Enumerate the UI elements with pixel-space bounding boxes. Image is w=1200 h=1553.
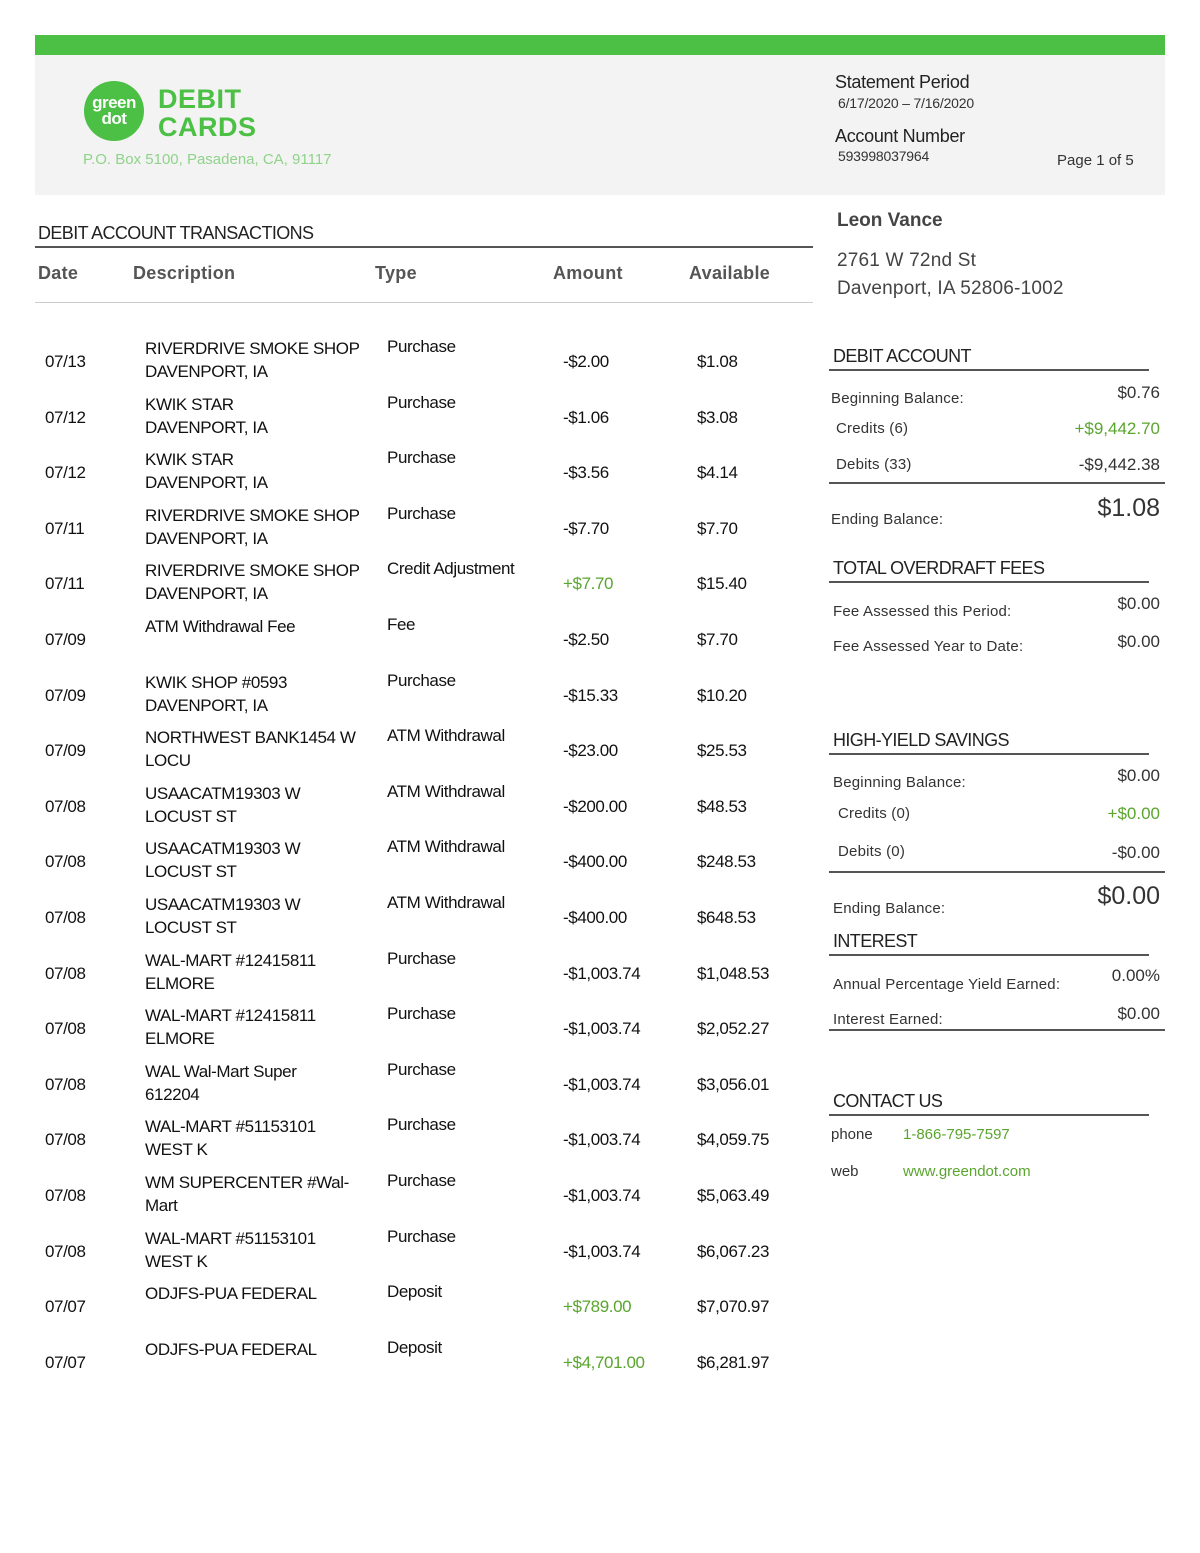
debit-account-rule: [829, 369, 1149, 371]
transaction-date: 07/07: [45, 1352, 86, 1372]
transaction-amount: -$1,003.74: [563, 1074, 641, 1094]
description-line-2: LOCU: [145, 751, 191, 771]
transaction-type: Purchase: [387, 948, 456, 968]
description-line-1: USAACATM19303 W: [145, 895, 301, 914]
savings-title: HIGH-YIELD SAVINGS: [833, 730, 1009, 750]
fee-ytd-value: $0.00: [1117, 632, 1160, 651]
transaction-description: [145, 393, 370, 439]
table-row: [35, 1338, 815, 1393]
customer-name: Leon Vance: [837, 210, 943, 231]
transaction-amount: +$7.70: [563, 574, 614, 594]
description-line-1: ODJFS-PUA FEDERAL: [145, 1339, 317, 1359]
description-line-2: ELMORE: [145, 1029, 215, 1049]
statement-header: [35, 55, 1165, 195]
transaction-description: [145, 837, 370, 883]
transaction-amount: -$23.00: [563, 741, 618, 761]
description-line-1: WAL-MART #12415811: [145, 1006, 316, 1026]
transaction-amount: -$1,003.74: [563, 1186, 641, 1205]
description-line-2: Mart: [145, 1196, 178, 1215]
description-line-1: RIVERDRIVE SMOKE SHOP: [145, 561, 360, 581]
debit-ending-label: Ending Balance:: [831, 511, 944, 528]
savings-beginning-label: Beginning Balance:: [833, 774, 966, 791]
transaction-date: 07/12: [45, 463, 86, 483]
transaction-amount: -$1,003.74: [563, 963, 641, 983]
header-accent-bar: [35, 35, 1165, 55]
transaction-type: ATM Withdrawal: [387, 781, 505, 801]
table-row: [35, 615, 815, 670]
column-header-available: Available: [689, 263, 771, 283]
debit-beginning-label: Beginning Balance:: [831, 390, 964, 407]
transaction-available: $4,059.75: [697, 1130, 770, 1150]
transaction-available: $7,070.97: [697, 1297, 770, 1317]
description-line-2: DAVENPORT, IA: [145, 584, 268, 604]
transaction-amount: -$15.33: [563, 685, 618, 705]
table-row: [35, 837, 815, 892]
debit-debits-value: -$9,442.38: [1078, 455, 1160, 474]
contact-rule: [829, 1114, 1149, 1116]
transaction-type: Deposit: [387, 1337, 442, 1357]
statement-period-value: 6/17/2020 – 7/16/2020: [838, 95, 974, 111]
description-line-1: NORTHWEST BANK1454 W: [145, 728, 356, 748]
description-line-1: KWIK STAR: [145, 394, 234, 414]
transaction-date: 07/09: [45, 630, 86, 649]
table-row: [35, 726, 815, 781]
savings-debits-label: Debits (0): [838, 843, 906, 860]
table-row: [35, 337, 815, 392]
interest-title: INTEREST: [833, 931, 918, 951]
transaction-type: Credit Adjustment: [387, 559, 515, 579]
description-line-2: DAVENPORT, IA: [145, 473, 268, 493]
table-row: [35, 949, 815, 1004]
transaction-description: [145, 1004, 370, 1050]
phone-label: phone: [831, 1126, 873, 1143]
overdraft-rule: [829, 581, 1149, 583]
column-header-date: Date: [38, 263, 79, 283]
table-row: [35, 1115, 815, 1170]
transaction-available: $1.08: [697, 352, 738, 371]
brand-title: [158, 85, 257, 141]
header-rule: [35, 302, 813, 303]
transaction-available: $25.53: [697, 741, 747, 761]
transaction-available: $3.08: [697, 407, 738, 427]
savings-beginning-value: $0.00: [1117, 766, 1160, 785]
description-line-2: DAVENPORT, IA: [145, 417, 268, 437]
transaction-type: Purchase: [387, 448, 456, 468]
transaction-available: $3,056.01: [697, 1074, 770, 1094]
transaction-available: $48.53: [697, 796, 747, 816]
transaction-amount: -$200.00: [563, 796, 627, 816]
table-row: [35, 1227, 815, 1282]
description-line-1: ODJFS-PUA FEDERAL: [145, 1284, 317, 1304]
transaction-amount: -$1,003.74: [563, 1130, 641, 1150]
transaction-date: 07/11: [45, 518, 85, 538]
transaction-date: 07/08: [45, 1241, 86, 1261]
transaction-type: ATM Withdrawal: [387, 837, 505, 857]
description-line-2: DAVENPORT, IA: [145, 695, 268, 715]
transaction-description: [145, 949, 370, 995]
transaction-type: Purchase: [387, 1115, 456, 1135]
transaction-type: Purchase: [387, 1004, 456, 1024]
transaction-description: [145, 337, 370, 383]
transaction-description: [145, 1227, 370, 1273]
table-row: [35, 393, 815, 448]
transaction-date: 07/07: [45, 1297, 86, 1317]
table-row: [35, 1004, 815, 1059]
transaction-type: Purchase: [387, 1059, 456, 1079]
statement-period-label: Statement Period: [835, 72, 970, 92]
transaction-description: [145, 1171, 370, 1217]
description-line-1: RIVERDRIVE SMOKE SHOP: [145, 505, 360, 525]
transaction-date: 07/09: [45, 685, 86, 705]
description-line-1: KWIK STAR: [145, 450, 234, 470]
table-row: [35, 448, 815, 503]
description-line-2: LOCUST ST: [145, 918, 237, 937]
interest-rule: [829, 954, 1149, 956]
description-line-1: WM SUPERCENTER #Wal-: [145, 1173, 349, 1192]
transaction-date: 07/12: [45, 407, 86, 427]
transaction-type: Purchase: [387, 670, 456, 690]
transaction-description: [145, 448, 370, 494]
transaction-date: 07/08: [45, 852, 86, 872]
customer-address-line-2: Davenport, IA 52806-1002: [837, 278, 1064, 299]
savings-credits-value: +$0.00: [1107, 804, 1160, 823]
description-line-1: USAACATM19303 W: [145, 783, 301, 803]
description-line-2: WEST K: [145, 1140, 208, 1160]
brand-title-line-1: DEBIT: [158, 84, 242, 114]
transaction-amount: -$1.06: [563, 407, 609, 427]
transaction-description: [145, 615, 370, 638]
interest-earned-value: $0.00: [1117, 1004, 1160, 1023]
transaction-description: [145, 504, 370, 550]
interest-bottom-rule: [829, 1029, 1165, 1031]
debit-account-title: DEBIT ACCOUNT: [833, 346, 971, 366]
transaction-type: Deposit: [387, 1282, 442, 1302]
transaction-description: [145, 1060, 370, 1106]
transaction-available: $5,063.49: [697, 1186, 770, 1205]
description-line-1: USAACATM19303 W: [145, 839, 301, 859]
description-line-2: LOCUST ST: [145, 806, 237, 826]
transaction-description: [145, 782, 370, 828]
transaction-available: $6,067.23: [697, 1241, 770, 1261]
debit-debits-label: Debits (33): [836, 456, 912, 473]
column-header-description: Description: [133, 263, 236, 283]
logo-line-2: dot: [101, 109, 127, 128]
interest-earned-label: Interest Earned:: [833, 1011, 943, 1028]
phone-number[interactable]: 1-866-795-7597: [903, 1126, 1010, 1143]
transaction-amount: -$7.70: [563, 518, 609, 538]
transaction-amount: -$400.00: [563, 908, 627, 927]
company-address: P.O. Box 5100, Pasadena, CA, 91117: [83, 151, 332, 168]
green-dot-logo: [84, 81, 144, 141]
description-line-2: 612204: [145, 1084, 200, 1104]
account-number-value: 593998037964: [838, 148, 930, 164]
transaction-date: 07/11: [45, 574, 85, 594]
web-label: web: [831, 1163, 859, 1180]
transaction-date: 07/08: [45, 1074, 86, 1094]
transaction-description: [145, 1338, 370, 1361]
page-indicator: Page 1 of 5: [1057, 152, 1134, 169]
transaction-type: Fee: [387, 615, 416, 634]
brand-title-line-2: CARDS: [158, 112, 257, 142]
transaction-description: [145, 893, 370, 939]
savings-debits-value: -$0.00: [1111, 843, 1160, 862]
transaction-description: [145, 671, 370, 717]
column-header-type: Type: [375, 263, 417, 283]
description-line-1: WAL-MART #51153101: [145, 1117, 316, 1137]
transaction-amount: +$4,701.00: [563, 1352, 645, 1372]
debit-credits-label: Credits (6): [836, 420, 909, 437]
logo-line-1: green: [92, 93, 136, 112]
column-header-amount: Amount: [553, 263, 623, 283]
transaction-date: 07/13: [45, 352, 86, 371]
table-row: [35, 504, 815, 559]
transaction-date: 07/08: [45, 1019, 86, 1039]
transaction-description: [145, 559, 370, 605]
transaction-date: 07/08: [45, 908, 86, 927]
transaction-description: [145, 1282, 370, 1305]
transaction-type: Purchase: [387, 1226, 456, 1246]
transaction-available: $10.20: [697, 685, 747, 705]
account-number-label: Account Number: [835, 126, 965, 146]
description-line-2: ELMORE: [145, 973, 215, 993]
table-row: [35, 559, 815, 614]
transaction-available: $15.40: [697, 574, 747, 594]
transaction-type: Purchase: [387, 392, 456, 412]
fee-ytd-label: Fee Assessed Year to Date:: [833, 638, 1024, 655]
debit-credits-value: +$9,442.70: [1074, 419, 1160, 438]
description-line-1: KWIK SHOP #0593: [145, 672, 288, 692]
table-row: [35, 1282, 815, 1337]
debit-ending-rule: [829, 482, 1165, 484]
table-row: [35, 1060, 815, 1115]
transaction-date: 07/08: [45, 963, 86, 983]
overdraft-title: TOTAL OVERDRAFT FEES: [833, 558, 1045, 578]
transaction-amount: -$3.56: [563, 463, 609, 483]
fee-period-label: Fee Assessed this Period:: [833, 603, 1012, 620]
savings-rule: [829, 753, 1149, 755]
description-line-2: DAVENPORT, IA: [145, 528, 268, 548]
savings-credits-label: Credits (0): [838, 805, 911, 822]
transaction-amount: +$789.00: [563, 1297, 632, 1317]
table-row: [35, 782, 815, 837]
transaction-amount: -$2.50: [563, 630, 609, 649]
description-line-1: WAL-MART #12415811: [145, 950, 316, 970]
table-row: [35, 1171, 815, 1226]
transaction-type: ATM Withdrawal: [387, 893, 505, 912]
table-row: [35, 671, 815, 726]
transaction-date: 07/09: [45, 741, 86, 761]
transaction-date: 07/08: [45, 796, 86, 816]
transaction-type: Purchase: [387, 503, 456, 523]
transaction-amount: -$1,003.74: [563, 1019, 641, 1039]
transaction-available: $6,281.97: [697, 1352, 770, 1372]
table-row: [35, 893, 815, 948]
description-line-1: RIVERDRIVE SMOKE SHOP: [145, 339, 360, 358]
customer-address-line-1: 2761 W 72nd St: [837, 250, 977, 271]
transaction-description: [145, 726, 370, 772]
description-line-1: ATM Withdrawal Fee: [145, 617, 296, 636]
apy-label: Annual Percentage Yield Earned:: [833, 976, 1061, 993]
section-rule: [35, 246, 813, 248]
description-line-2: WEST K: [145, 1251, 208, 1271]
transaction-amount: -$1,003.74: [563, 1241, 641, 1261]
transaction-available: $4.14: [697, 463, 738, 483]
contact-title: CONTACT US: [833, 1091, 943, 1111]
transaction-date: 07/08: [45, 1130, 86, 1150]
transaction-type: ATM Withdrawal: [387, 726, 505, 746]
savings-ending-label: Ending Balance:: [833, 900, 946, 917]
description-line-2: DAVENPORT, IA: [145, 362, 268, 381]
transaction-available: $1,048.53: [697, 963, 770, 983]
savings-ending-value: $0.00: [1097, 882, 1160, 910]
savings-ending-rule: [829, 871, 1165, 873]
transaction-amount: -$400.00: [563, 852, 627, 872]
debit-beginning-value: $0.76: [1117, 383, 1160, 402]
transactions-section-title: DEBIT ACCOUNT TRANSACTIONS: [38, 223, 314, 243]
description-line-1: WAL-MART #51153101: [145, 1228, 316, 1248]
transaction-available: $7.70: [697, 518, 738, 538]
debit-ending-value: $1.08: [1097, 494, 1160, 522]
transaction-available: $7.70: [697, 630, 738, 649]
transaction-available: $248.53: [697, 852, 756, 872]
transaction-type: Purchase: [387, 337, 456, 356]
transaction-description: [145, 1115, 370, 1161]
transaction-amount: -$2.00: [563, 352, 609, 371]
transaction-type: Purchase: [387, 1171, 456, 1190]
transaction-available: $2,052.27: [697, 1019, 770, 1039]
apy-value: 0.00%: [1111, 966, 1160, 985]
transaction-date: 07/08: [45, 1186, 86, 1205]
description-line-2: LOCUST ST: [145, 862, 237, 882]
transaction-available: $648.53: [697, 908, 756, 927]
website-link[interactable]: www.greendot.com: [903, 1163, 1031, 1180]
fee-period-value: $0.00: [1117, 594, 1160, 613]
description-line-1: WAL Wal-Mart Super: [145, 1061, 297, 1081]
